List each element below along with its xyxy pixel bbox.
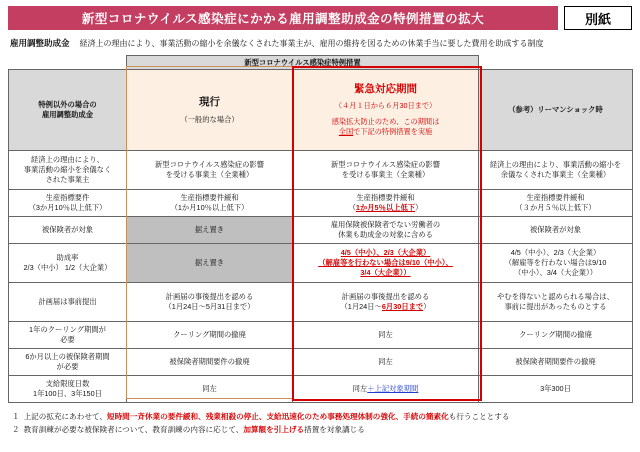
cell-current-cooling: クーリング期間の撤廃 [127, 322, 293, 349]
col-header-baseline-line2: 雇用調整助成金 [41, 110, 94, 119]
cell-emergency-cooling: 同左 [293, 322, 479, 349]
band-spacer-right [479, 56, 633, 70]
lead-text: 経済上の理由により、事業活動の縮小を余儀なくされた事業主が、雇用の維持を図るための休業手当に要した費用を助成する制度 [79, 39, 544, 48]
cell-emergency-plan-submission: 計画届の事後提出を認める （1月24日～6月30日まで） [293, 283, 479, 322]
cell-reference-business: 経済上の理由により、事業活動の縮小を 余儀なくされた事業主（全業種） [479, 151, 633, 190]
row-label-business: 経済上の理由により、 事業活動の縮小を余儀なく された事業主 [9, 151, 127, 190]
footnote-1-post: も行うこととする [448, 412, 510, 421]
footnote-2 [12, 424, 632, 437]
footnote-2-highlight: 加算額を引上げる [243, 424, 305, 434]
cell-reference-insured-period: 被保険者期間要件の撤廃 [479, 349, 633, 376]
cell-emergency-production-index: 生産指標要件緩和 （1か月5％以上低下） [293, 190, 479, 217]
cell-reference-subsidy-rate: 4/5（中小）、2/3（大企業） （解雇等を行わない場合は9/10 （中小）、3/4（大企業）） [479, 244, 633, 283]
cell-reference-plan-submission: やむを得ないと認められる場合は、 事前に提出があったものとする [479, 283, 633, 322]
cell-reference-max-days: 3年300日 [479, 376, 633, 403]
row-label-plan-submission: 計画届は事前提出 [9, 283, 127, 322]
cell-reference-insured: 被保険者が対象 [479, 217, 633, 244]
page-title: 新型コロナウイルス感染症にかかる雇用調整助成金の特例措置の拡大 [8, 6, 558, 30]
table-row [9, 349, 633, 376]
col-header-baseline [9, 70, 127, 151]
cell-current-insured-period: 被保険者期間要件の撤廃 [127, 349, 293, 376]
cell-current-plan-submission: 計画届の事後提出を認める （1月24日～5月31日まで） [127, 283, 293, 322]
row-label-insured-period: 6か月以上の被保険者期間 が必要 [9, 349, 127, 376]
cell-current-insured: 据え置き [127, 217, 293, 244]
footnote-1 [12, 411, 632, 424]
cell-reference-cooling: クーリング期間の撤廃 [479, 322, 633, 349]
special-measures-band: 新型コロナウイルス感染症特例措置 [127, 56, 479, 70]
row-label-max-days: 支給限度日数 1年100日、3年150日 [9, 376, 127, 403]
table-row [9, 151, 633, 190]
header [8, 6, 632, 30]
footnotes [8, 411, 632, 437]
cell-current-subsidy-rate: 据え置き [127, 244, 293, 283]
row-label-subsidy-rate: 助成率 2/3（中小） 1/2（大企業） [9, 244, 127, 283]
table-row [9, 283, 633, 322]
col-header-current [127, 70, 293, 151]
cell-emergency-insured: 雇用保険被保険者でない労働者の 休業も助成金の対象に含める [293, 217, 479, 244]
cell-emergency-insured-period: 同左 [293, 349, 479, 376]
footnote-2-post: 措置を対象講じる [304, 424, 365, 434]
table-row [9, 244, 633, 283]
band-spacer-left [9, 56, 127, 70]
lead-label: 雇用調整助成金 [10, 38, 70, 48]
col-header-emergency [293, 70, 479, 151]
cell-current-max-days: 同左 [127, 376, 293, 403]
cell-current-business: 新型コロナウイルス感染症の影響 を受ける事業主（全業種） [127, 151, 293, 190]
col-header-reference: （参考）リーマンショック時 [479, 70, 633, 151]
footnote-2-pre: 教育訓練が必要な被保険者について、教育訓練の内容に応じて、 [23, 424, 244, 434]
col-header-emergency-sub1: （４月１日から６月30日まで） [334, 100, 437, 110]
col-header-emergency-sub2: 感染拡大防止のため、この期間は 全国で下記の特例措置を実施 [331, 116, 440, 137]
table-band-row [9, 56, 633, 70]
row-label-production-index: 生産指標要件 （3か月10％以上低下） [9, 190, 127, 217]
besshi-badge: 別紙 [564, 6, 632, 30]
footnote-1-highlight: 短時間一斉休業の要件緩和、残業相殺の停止、支給迅速化のため事務処理体制の強化、手続の簡素化 [106, 412, 449, 421]
col-header-current-sub: （一般的な場合） [180, 115, 239, 125]
col-header-current-title: 現行 [199, 95, 220, 108]
comparison-table-wrapper [8, 55, 632, 403]
table-row [9, 190, 633, 217]
cell-current-production-index: 生産指標要件緩和 （1か月10％以上低下） [127, 190, 293, 217]
table-row [9, 376, 633, 403]
cell-emergency-max-days: 同左＋上記対象期間 [293, 376, 479, 403]
cell-emergency-business: 新型コロナウイルス感染症の影響 を受ける事業主（全業種） [293, 151, 479, 190]
row-label-insured: 被保険者が対象 [9, 217, 127, 244]
lead-description [8, 37, 632, 49]
table-row [9, 217, 633, 244]
cell-reference-production-index: 生産指標要件緩和 （３か月５％以上低下） [479, 190, 633, 217]
cell-emergency-subsidy-rate: 4/5（中小）、2/3（大企業） （解雇等を行わない場合は9/10（中小）、 3/4（大企業）） [293, 244, 479, 283]
comparison-table [8, 55, 633, 403]
table-header-row [9, 70, 633, 151]
footnote-1-number: １ [12, 412, 20, 421]
col-header-baseline-line1: 特例以外の場合の [38, 100, 97, 110]
table-row [9, 322, 633, 349]
col-header-emergency-title: 緊急対応期間 [354, 82, 417, 95]
footnote-2-number: ２ [12, 424, 20, 434]
footnote-1-pre: 上記の拡充にあわせて、 [23, 412, 107, 421]
row-label-cooling: 1年のクーリング期間が 必要 [9, 322, 127, 349]
